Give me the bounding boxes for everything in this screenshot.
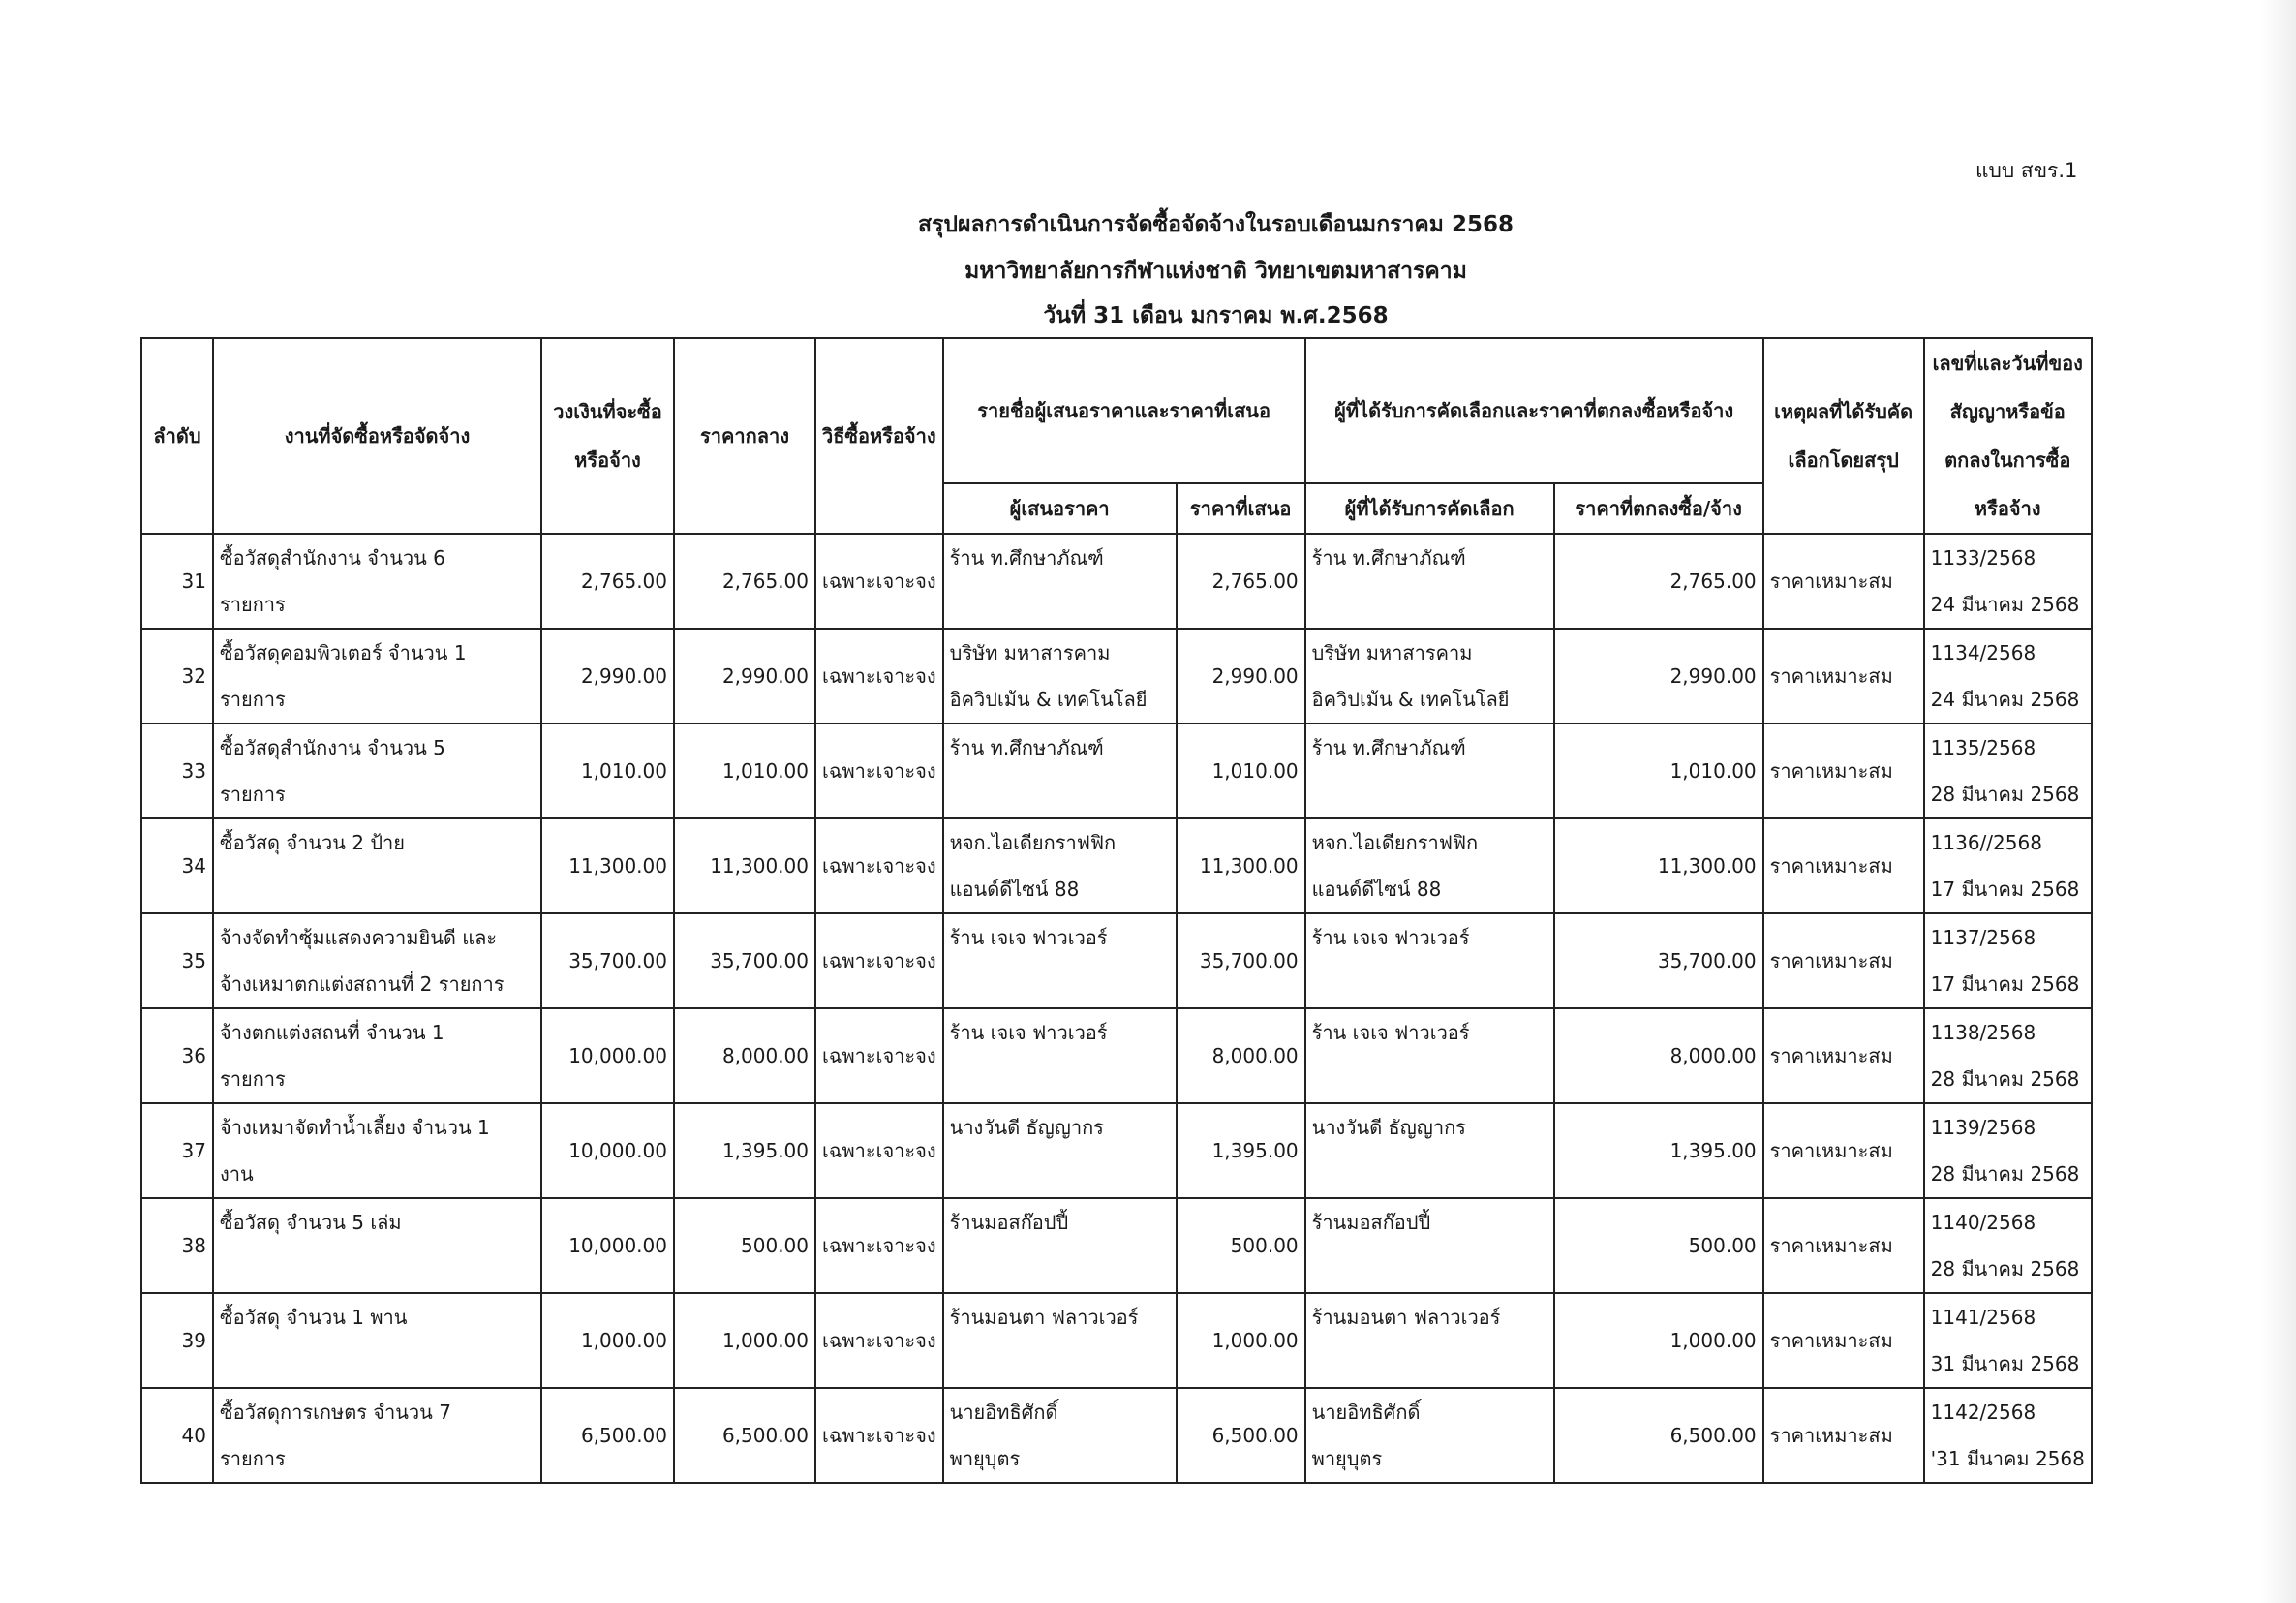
agreed-price-text: 1,000.00 [1669, 1329, 1757, 1352]
contract-info-text: 28 มีนาคม 2568 [1930, 783, 2080, 806]
median-price [674, 1198, 815, 1293]
selection-reason-text: ราคาเหมาะสม [1769, 1234, 1893, 1257]
contract-info-text: 24 มีนาคม 2568 [1930, 593, 2080, 616]
contract-info [1924, 1293, 2092, 1388]
table-row [141, 1008, 2092, 1103]
contract-info [1924, 1008, 2092, 1103]
contract-info-text: 1133/2568 [1930, 546, 2036, 570]
procurement-method [815, 724, 943, 818]
contract-info-text: 28 มีนาคม 2568 [1930, 1067, 2080, 1091]
row-number-text: 32 [181, 664, 206, 688]
item-description-text [220, 1246, 535, 1292]
median-price-text: 6,500.00 [721, 1424, 809, 1447]
agreed-price [1554, 1388, 1763, 1483]
budget-amount [541, 1198, 674, 1293]
header-reason: เหตุผลที่ได้รับคัดเลือกโดยสรุป [1763, 338, 1924, 534]
contract-info [1924, 629, 2092, 724]
agreed-price-text: 8,000.00 [1669, 1044, 1757, 1067]
selection-reason-text: ราคาเหมาะสม [1769, 759, 1893, 783]
median-price-text: 35,700.00 [710, 949, 809, 972]
bidder-name [943, 1103, 1177, 1198]
item-description-text: ซื้อวัสดุการเกษตร จำนวน 7 [220, 1401, 451, 1424]
contract-info-text: '31 มีนาคม 2568 [1930, 1447, 2085, 1470]
table-row [141, 818, 2092, 913]
header-method: วิธีซื้อหรือจ้าง [815, 338, 943, 534]
agreed-price-text: 1,010.00 [1669, 759, 1757, 783]
item-description-text: งาน [220, 1162, 254, 1186]
procurement-method [815, 1008, 943, 1103]
agreed-price-text: 2,765.00 [1669, 570, 1757, 593]
budget-amount [541, 913, 674, 1008]
bidder-name [943, 1293, 1177, 1388]
bidder-name-text: ร้าน เจเจ ฟาวเวอร์ [949, 1021, 1108, 1044]
procurement-method-text: เฉพาะเจาะจง [822, 1044, 936, 1067]
selected-vendor-text: นางวันดี ธัญญากร [1311, 1116, 1466, 1139]
bid-price [1177, 1293, 1305, 1388]
header-bidders: รายชื่อผู้เสนอราคาและราคาที่เสนอ [943, 338, 1305, 483]
agreed-price [1554, 913, 1763, 1008]
table-row [141, 1388, 2092, 1483]
row-number [141, 534, 213, 629]
agreed-price [1554, 1103, 1763, 1198]
selected-vendor-text: แอนด์ดีไซน์ 88 [1311, 878, 1442, 901]
bidder-name [943, 818, 1177, 913]
selected-vendor-text: ร้าน เจเจ ฟาวเวอร์ [1311, 1021, 1470, 1044]
procurement-method-text: เฉพาะเจาะจง [822, 1424, 936, 1447]
selected-vendor-text [1312, 1246, 1547, 1292]
row-number-text: 34 [181, 854, 206, 878]
contract-info-text: 1134/2568 [1930, 641, 2036, 664]
selected-vendor [1305, 1103, 1554, 1198]
row-number [141, 1103, 213, 1198]
procurement-method [815, 913, 943, 1008]
bid-price [1177, 818, 1305, 913]
median-price-text: 8,000.00 [721, 1044, 809, 1067]
bidder-name [943, 913, 1177, 1008]
item-description-text: รายการ [220, 1447, 286, 1470]
selected-vendor [1305, 724, 1554, 818]
row-number-text: 39 [181, 1329, 206, 1352]
budget-amount-text: 10,000.00 [568, 1139, 667, 1162]
median-price-text: 2,765.00 [721, 570, 809, 593]
bidder-name [943, 534, 1177, 629]
agreed-price-text: 6,500.00 [1669, 1424, 1757, 1447]
bid-price [1177, 913, 1305, 1008]
selected-vendor [1305, 534, 1554, 629]
item-description [213, 1388, 541, 1483]
bid-price [1177, 1008, 1305, 1103]
bidder-name-text: ร้าน ท.ศึกษาภัณฑ์ [949, 546, 1104, 570]
procurement-method [815, 1388, 943, 1483]
table-body [141, 534, 2092, 1483]
median-price [674, 1293, 815, 1388]
header-bidder: ผู้เสนอราคา [943, 483, 1177, 534]
selected-vendor-text: นายอิทธิศักดิ์ [1311, 1401, 1421, 1424]
median-price [674, 818, 815, 913]
bid-price-text: 2,765.00 [1211, 570, 1299, 593]
median-price [674, 1388, 815, 1483]
selected-vendor [1305, 1198, 1554, 1293]
contract-info-text: 31 มีนาคม 2568 [1930, 1352, 2080, 1375]
bidder-name-text: แอนด์ดีไซน์ 88 [949, 878, 1080, 901]
bidder-name-text: ร้านมอสก๊อปปี้ [949, 1211, 1069, 1234]
item-description [213, 818, 541, 913]
bid-price [1177, 629, 1305, 724]
selected-vendor-text: ร้านมอนตา ฟลาวเวอร์ [1311, 1306, 1501, 1329]
agreed-price [1554, 1198, 1763, 1293]
item-description-text: ซื้อวัสดุ จำนวน 1 พาน [220, 1306, 408, 1329]
median-price [674, 629, 815, 724]
bidder-name-text [950, 961, 1170, 1007]
bidder-name [943, 1008, 1177, 1103]
bid-price [1177, 1103, 1305, 1198]
selection-reason [1763, 818, 1924, 913]
agreed-price [1554, 1008, 1763, 1103]
bidder-name-text: บริษัท มหาสารคาม [949, 641, 1111, 664]
table-row [141, 534, 2092, 629]
bidder-name-text: นางวันดี ธัญญากร [949, 1116, 1104, 1139]
selection-reason [1763, 1388, 1924, 1483]
selection-reason [1763, 534, 1924, 629]
procurement-method [815, 1103, 943, 1198]
organization-name: มหาวิทยาลัยการกีฬาแห่งชาติ วิทยาเขตมหาสารคาม [964, 259, 1467, 284]
median-price [674, 724, 815, 818]
budget-amount [541, 1008, 674, 1103]
bid-price [1177, 1198, 1305, 1293]
header-selected-group: ผู้ที่ได้รับการคัดเลือกและราคาที่ตกลงซื้อหรือจ้าง [1305, 338, 1763, 483]
contract-info [1924, 534, 2092, 629]
item-description [213, 1103, 541, 1198]
contract-info [1924, 1103, 2092, 1198]
median-price [674, 1103, 815, 1198]
bidder-name-text [950, 1151, 1170, 1197]
item-description [213, 1008, 541, 1103]
selection-reason [1763, 1293, 1924, 1388]
header-median-price: ราคากลาง [674, 338, 815, 534]
selection-reason-text: ราคาเหมาะสม [1769, 854, 1893, 878]
row-number [141, 724, 213, 818]
bidder-name-text: พายุบุตร [949, 1447, 1021, 1470]
item-description-text: ซื้อวัสดุสำนักงาน จำนวน 5 [220, 736, 445, 759]
table-row [141, 724, 2092, 818]
procurement-method-text: เฉพาะเจาะจง [822, 664, 936, 688]
row-number-text: 37 [181, 1139, 206, 1162]
median-price [674, 534, 815, 629]
selected-vendor-text: ร้านมอสก๊อปปี้ [1311, 1211, 1431, 1234]
bid-price-text: 35,700.00 [1199, 949, 1299, 972]
selection-reason-text: ราคาเหมาะสม [1769, 1424, 1893, 1447]
contract-info [1924, 1198, 2092, 1293]
procurement-method-text: เฉพาะเจาะจง [822, 854, 936, 878]
item-description [213, 1293, 541, 1388]
row-number-text: 31 [181, 570, 206, 593]
row-number [141, 1198, 213, 1293]
contract-info-text: 1139/2568 [1930, 1116, 2036, 1139]
selection-reason [1763, 1103, 1924, 1198]
bid-price-text: 500.00 [1230, 1234, 1299, 1257]
budget-amount-text: 2,765.00 [580, 570, 667, 593]
contract-info-text: 1140/2568 [1930, 1211, 2036, 1234]
row-number [141, 913, 213, 1008]
contract-info-text: 1142/2568 [1930, 1401, 2036, 1424]
procurement-method-text: เฉพาะเจาะจง [822, 1329, 936, 1352]
item-description-text: ซื้อวัสดุคอมพิวเตอร์ จำนวน 1 [220, 641, 467, 664]
median-price-text: 1,010.00 [721, 759, 809, 783]
agreed-price [1554, 724, 1763, 818]
contract-info-text: 28 มีนาคม 2568 [1930, 1162, 2080, 1186]
header-no: ลำดับ [141, 338, 213, 534]
contract-info-text: 17 มีนาคม 2568 [1930, 878, 2080, 901]
selection-reason [1763, 1008, 1924, 1103]
selection-reason-text: ราคาเหมาะสม [1769, 1044, 1893, 1067]
budget-amount [541, 629, 674, 724]
item-description-text: จ้างเหมาจัดทำน้ำเลี้ยง จำนวน 1 [220, 1116, 490, 1139]
selected-vendor-text: บริษัท มหาสารคาม [1311, 641, 1473, 664]
procurement-method-text: เฉพาะเจาะจง [822, 570, 936, 593]
procurement-method [815, 818, 943, 913]
header-item: งานที่จัดซื้อหรือจัดจ้าง [213, 338, 541, 534]
selection-reason-text: ราคาเหมาะสม [1769, 664, 1893, 688]
procurement-method-text: เฉพาะเจาะจง [822, 1139, 936, 1162]
median-price-text: 1,000.00 [721, 1329, 809, 1352]
header-budget: วงเงินที่จะซื้อหรือจ้าง [541, 338, 674, 534]
document-date: วันที่ 31 เดือน มกราคม พ.ศ.2568 [1043, 303, 1389, 328]
selected-vendor-text: ร้าน ท.ศึกษาภัณฑ์ [1311, 736, 1466, 759]
median-price-text: 1,395.00 [721, 1139, 809, 1162]
item-description [213, 534, 541, 629]
agreed-price [1554, 534, 1763, 629]
bidder-name-text: อิควิปเม้น & เทคโนโลยี [949, 688, 1148, 711]
median-price [674, 1008, 815, 1103]
selection-reason [1763, 1198, 1924, 1293]
bidder-name-text [950, 1056, 1170, 1102]
bid-price-text: 1,010.00 [1211, 759, 1299, 783]
contract-info-text: 28 มีนาคม 2568 [1930, 1257, 2080, 1280]
agreed-price-text: 2,990.00 [1669, 664, 1757, 688]
item-description-text: รายการ [220, 593, 286, 616]
bid-price-text: 2,990.00 [1211, 664, 1299, 688]
budget-amount [541, 534, 674, 629]
selection-reason [1763, 913, 1924, 1008]
procurement-method [815, 534, 943, 629]
selected-vendor-text: อิควิปเม้น & เทคโนโลยี [1311, 688, 1510, 711]
median-price [674, 913, 815, 1008]
selection-reason-text: ราคาเหมาะสม [1769, 949, 1893, 972]
selection-reason-text: ราคาเหมาะสม [1769, 1139, 1893, 1162]
header-contract: เลขที่และวันที่ของสัญญาหรือข้อตกลงในการซื้อหรือจ้าง [1924, 338, 2092, 534]
row-number [141, 1293, 213, 1388]
selected-vendor [1305, 1008, 1554, 1103]
table-row [141, 1293, 2092, 1388]
item-description-text: ซื้อวัสดุสำนักงาน จำนวน 6 [220, 546, 445, 570]
selected-vendor-text [1312, 581, 1547, 628]
table-row [141, 1198, 2092, 1293]
bidder-name-text: นายอิทธิศักดิ์ [949, 1401, 1058, 1424]
row-number-text: 38 [181, 1234, 206, 1257]
contract-info-text: 1136//2568 [1930, 831, 2042, 854]
item-description-text [220, 866, 535, 912]
bid-price-text: 1,395.00 [1211, 1139, 1299, 1162]
bidder-name-text [950, 581, 1170, 628]
row-number-text: 40 [181, 1424, 206, 1447]
form-code: แบบ สขร.1 [1975, 159, 2078, 182]
bid-price-text: 8,000.00 [1211, 1044, 1299, 1067]
item-description-text: ซื้อวัสดุ จำนวน 2 ป้าย [220, 831, 405, 854]
procurement-method-text: เฉพาะเจาะจง [822, 759, 936, 783]
budget-amount-text: 10,000.00 [568, 1234, 667, 1257]
bid-price [1177, 534, 1305, 629]
contract-info-text: 1141/2568 [1930, 1306, 2036, 1329]
selected-vendor [1305, 1293, 1554, 1388]
selection-reason [1763, 629, 1924, 724]
agreed-price-text: 1,395.00 [1669, 1139, 1757, 1162]
selection-reason-text: ราคาเหมาะสม [1769, 1329, 1893, 1352]
table-row [141, 913, 2092, 1008]
agreed-price-text: 500.00 [1688, 1234, 1757, 1257]
item-description-text [220, 1341, 535, 1387]
median-price-text: 2,990.00 [721, 664, 809, 688]
budget-amount-text: 11,300.00 [568, 854, 667, 878]
selected-vendor-text [1312, 961, 1547, 1007]
table-row [141, 629, 2092, 724]
median-price-text: 11,300.00 [710, 854, 809, 878]
row-number [141, 1388, 213, 1483]
contract-info [1924, 724, 2092, 818]
selected-vendor-text [1312, 771, 1547, 817]
row-number-text: 36 [181, 1044, 206, 1067]
header-selected: ผู้ที่ได้รับการคัดเลือก [1305, 483, 1554, 534]
bidder-name-text: ร้าน ท.ศึกษาภัณฑ์ [949, 736, 1104, 759]
table-row [141, 1103, 2092, 1198]
agreed-price-text: 11,300.00 [1657, 854, 1757, 878]
contract-info [1924, 818, 2092, 913]
budget-amount-text: 2,990.00 [580, 664, 667, 688]
procurement-method-text: เฉพาะเจาะจง [822, 949, 936, 972]
bid-price-text: 1,000.00 [1211, 1329, 1299, 1352]
item-description-text: ซื้อวัสดุ จำนวน 5 เล่ม [220, 1211, 402, 1234]
bid-price [1177, 724, 1305, 818]
item-description [213, 724, 541, 818]
header-agreed-price: ราคาที่ตกลงซื้อ/จ้าง [1554, 483, 1763, 534]
budget-amount [541, 724, 674, 818]
contract-info [1924, 1388, 2092, 1483]
selected-vendor [1305, 913, 1554, 1008]
procurement-method [815, 1293, 943, 1388]
selected-vendor-text: ร้าน เจเจ ฟาวเวอร์ [1311, 926, 1470, 949]
selected-vendor-text [1312, 1151, 1547, 1197]
budget-amount-text: 35,700.00 [568, 949, 667, 972]
row-number [141, 629, 213, 724]
budget-amount [541, 1293, 674, 1388]
selected-vendor [1305, 818, 1554, 913]
selection-reason-text: ราคาเหมาะสม [1769, 570, 1893, 593]
budget-amount [541, 818, 674, 913]
row-number [141, 1008, 213, 1103]
agreed-price-text: 35,700.00 [1657, 949, 1757, 972]
contract-info-text: 1135/2568 [1930, 736, 2036, 759]
item-description [213, 1198, 541, 1293]
bid-price-text: 11,300.00 [1199, 854, 1299, 878]
bidder-name-text: ร้าน เจเจ ฟาวเวอร์ [949, 926, 1108, 949]
selected-vendor [1305, 1388, 1554, 1483]
agreed-price [1554, 629, 1763, 724]
row-number-text: 33 [181, 759, 206, 783]
selection-reason [1763, 724, 1924, 818]
budget-amount-text: 10,000.00 [568, 1044, 667, 1067]
item-description-text: รายการ [220, 783, 286, 806]
bidder-name-text [950, 1341, 1170, 1387]
bidder-name [943, 1198, 1177, 1293]
bidder-name [943, 1388, 1177, 1483]
budget-amount [541, 1388, 674, 1483]
row-number [141, 818, 213, 913]
item-description-text: จ้างตกแต่งสถนที่ จำนวน 1 [220, 1021, 444, 1044]
contract-info [1924, 913, 2092, 1008]
bidder-name [943, 724, 1177, 818]
item-description-text: จ้างจัดทำซุ้มแสดงความยินดี และ [220, 926, 498, 949]
procurement-method [815, 629, 943, 724]
bidder-name [943, 629, 1177, 724]
selected-vendor-text [1312, 1056, 1547, 1102]
median-price-text: 500.00 [741, 1234, 809, 1257]
procurement-method [815, 1198, 943, 1293]
agreed-price [1554, 818, 1763, 913]
budget-amount-text: 1,000.00 [580, 1329, 667, 1352]
item-description-text: จ้างเหมาตกแต่งสถานที่ 2 รายการ [220, 972, 505, 996]
selected-vendor-text [1312, 1341, 1547, 1387]
contract-info-text: 24 มีนาคม 2568 [1930, 688, 2080, 711]
bidder-name-text [950, 771, 1170, 817]
procurement-table [140, 337, 2093, 1484]
selected-vendor-text: หจก.ไอเดียกราฟฟิก [1311, 831, 1479, 854]
bid-price [1177, 1388, 1305, 1483]
agreed-price [1554, 1293, 1763, 1388]
item-description-text: รายการ [220, 688, 286, 711]
contract-info-text: 17 มีนาคม 2568 [1930, 972, 2080, 996]
bidder-name-text [950, 1246, 1170, 1292]
budget-amount [541, 1103, 674, 1198]
header-bid-price: ราคาที่เสนอ [1177, 483, 1305, 534]
bid-price-text: 6,500.00 [1211, 1424, 1299, 1447]
row-number-text: 35 [181, 949, 206, 972]
procurement-method-text: เฉพาะเจาะจง [822, 1234, 936, 1257]
budget-amount-text: 6,500.00 [580, 1424, 667, 1447]
contract-info-text: 1137/2568 [1930, 926, 2036, 949]
budget-amount-text: 1,010.00 [580, 759, 667, 783]
bidder-name-text: หจก.ไอเดียกราฟฟิก [949, 831, 1117, 854]
selected-vendor-text: พายุบุตร [1311, 1447, 1383, 1470]
item-description [213, 913, 541, 1008]
item-description-text: รายการ [220, 1067, 286, 1091]
selected-vendor [1305, 629, 1554, 724]
contract-info-text: 1138/2568 [1930, 1021, 2036, 1044]
selected-vendor-text: ร้าน ท.ศึกษาภัณฑ์ [1311, 546, 1466, 570]
bidder-name-text: ร้านมอนตา ฟลาวเวอร์ [949, 1306, 1139, 1329]
document-title: สรุปผลการดำเนินการจัดซื้อจัดจ้างในรอบเดือนมกราคม 2568 [918, 212, 1514, 237]
item-description [213, 629, 541, 724]
